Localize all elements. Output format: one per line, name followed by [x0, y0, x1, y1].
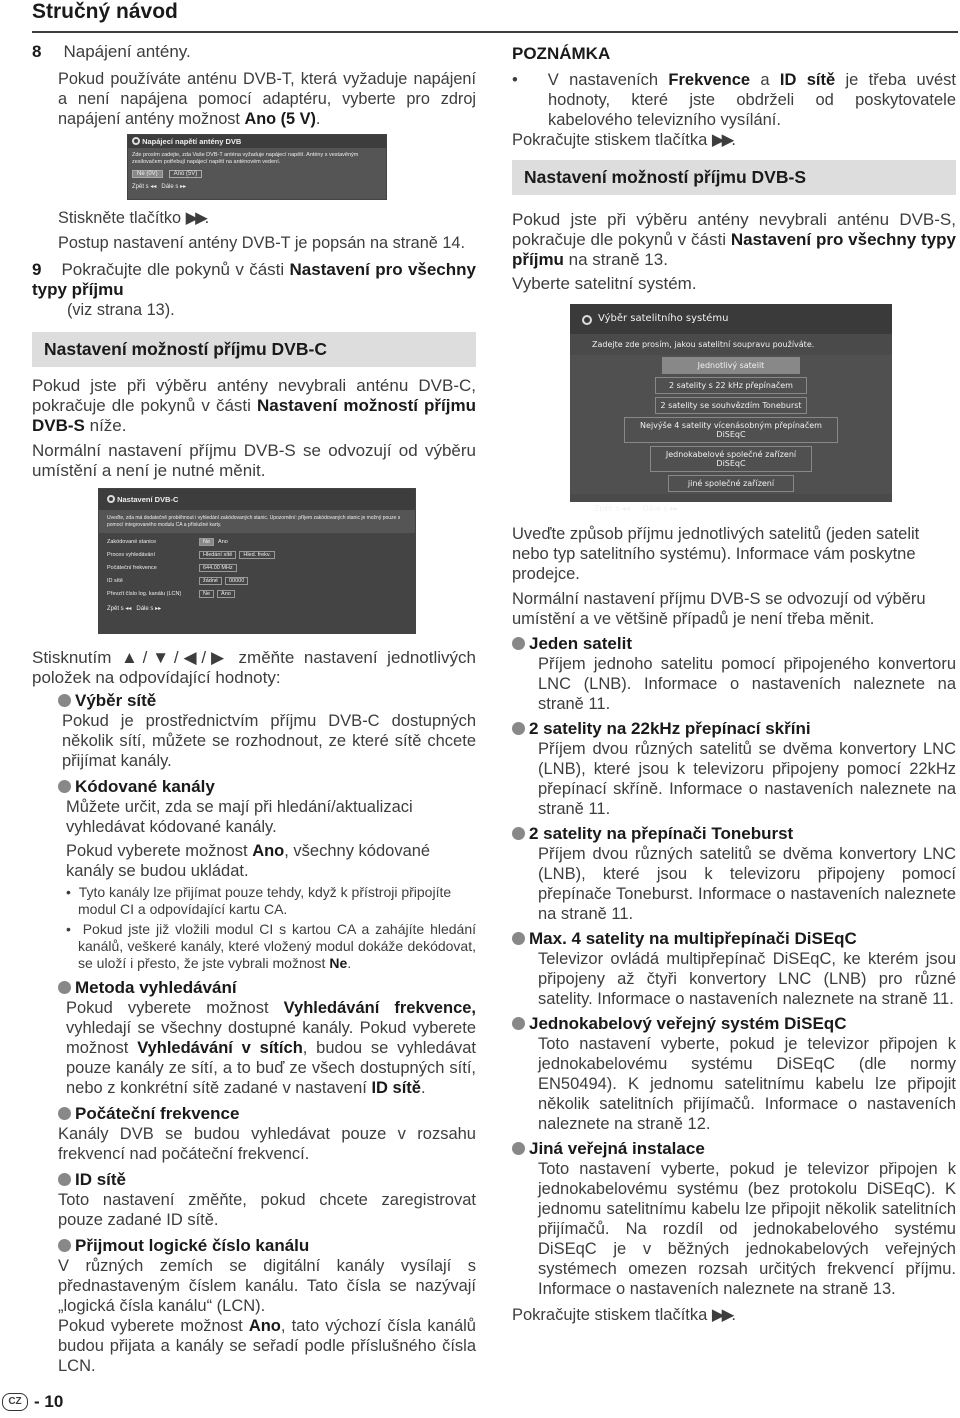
settings-row[interactable]: Převzít číslo log. kanálu (LCN) Ne Ano: [107, 587, 407, 600]
dvbs-items: Uveďte způsob příjmu jednotlivých satelitů (jeden satelit nebo typ satelitního systému). Informace vám poskytne prodejce. Normální nastavení příjmu DVB-S se odvozují od výběru umístění a ve většině případů je není třeba měnit. Jeden satelit Příjem jednoho satelitu pomocí připojeného konvertoru LNC (LNB). Informace o nastaveních naleznete na straně 11. 2 satelity na 22kHz přepínací skříni Příjem dvou různých satelitů se dvěma konvertory LNC (LNB), které jsou k televizoru připojeny pomocí 22kHz přepínací skříně. Informace o nastaveních naleznete na straně 11. 2 satelity na přepínači Toneburst Příjem dvou různých satelitů se dvěma konvertory LNC (LNB), které jsou k televizoru připojeny pomocí přepínače Toneburst. Informace o nastaveních naleznete na straně 11. Max. 4 satelity na multipřepínači DiSEqC Televizor ovládá multipřepínač DiSEqC, ke kterém jsou připojeny až čtyři konvertory LNC (LNB) pro různé satelity. Informace o nastaveních naleznete na straně 11. Jednokabelový veřejný systém DiSEqC Toto nastavení vyberte, pokud je televizor připojen k jednokabelovému systému DiSEqC (dle normy EN50494). K jednomu satelitnímu kabelu lze připojit několik satelitních přijímačů. Informace o nastaveních naleznete na straně 12. Jiná veřejná instalace Toto nastavení vyberte, pokud je televizor připojen k jednokabelovému systému (bez protokolu DiSEqC). K jednomu satelitnímu kabelu lze připojit několik satelitních přijímačů. Na rozdíl od jednokabelového systému DiSEqC je v běžných jednokabelových veřejných systémech omezen rozsah určitých frekvencí příjmu. Informace o nastaveních naleznete na straně 13. Pokračujte stiskem tlačítka ▶▶.: [512, 525, 956, 1324]
dvbt-ref: Postup nastavení antény DVB-T je popsán na straně 14.: [58, 234, 465, 252]
step-9: 9 Pokračujte dle pokynů v části Nastavení pro všechny typy příjmu (viz strana 13).: [32, 260, 476, 319]
item-net-sel: Výběr sítě Pokud je prostřednictvím příjmu DVB-C dostupných několik sítí, můžete se rozhodnout, ze které sítě chcete přijímat kanály.: [58, 691, 476, 771]
bullet-icon: [512, 932, 525, 945]
sat-item: Jiná veřejná instalace Toto nastavení vyberte, pokud je televizor připojen k jednokabelovému systému (bez protokolu DiSEqC). K jednomu satelitnímu kabelu lze připojit několik satelitních přijímačů. Na rozdíl od jednokabelového systému DiSEqC je v běžných jednokabelových veřejných systémech omezen rozsah určitých frekvencí příjmu. Informace o nastaveních naleznete na straně 13.: [512, 1139, 956, 1299]
back-button[interactable]: Zpět s ◂◂: [107, 606, 132, 612]
item-coded: Kódované kanály Můžete určit, zda se mají při hledání/aktualizaci vyhledávat kódované kanály. Pokud vyberete možnost Ano, všechny kódované kanály se budou ukládat. • Tyto kanály lze přijímat pouze tehdy, když k přístroji připojíte modul CI a odpovídající kartu CA. • Pokud jste již vložili modul CI s kartou CA a zahájíte hledání kanálů, veškeré kanály, které vložený modul dokáže dekódovat, se uloží i přesto, že jste vybrali možnost Ne.: [58, 777, 476, 972]
settings-row[interactable]: Proces vyhledávání Hledání sítě Hled. frekv.: [107, 548, 407, 561]
dvbc-screen: [98, 488, 416, 634]
step-8: [32, 42, 476, 129]
settings-row[interactable]: Zakódované stanice Ne Ano: [107, 538, 228, 545]
gear-icon: [107, 495, 115, 503]
bullet-icon: [58, 694, 71, 707]
settings-row[interactable]: Počáteční frekvence 644.00 MHz: [107, 561, 407, 574]
step-number: 8: [32, 42, 42, 61]
sat-item: Jeden satelit Příjem jednoho satelitu pomocí připojeného konvertoru LNC (LNB). Informace o nastaveních naleznete na straně 11.: [512, 634, 956, 714]
step-title: Napájení antény.: [63, 42, 191, 61]
sat-option[interactable]: 2 satelity se souhvězdím Toneburst: [655, 397, 807, 414]
fast-forward-icon: ▶▶: [711, 1306, 732, 1324]
dvbc-settings-rows: [99, 533, 415, 600]
sat-options: [570, 355, 892, 494]
dvbc-items: [32, 648, 476, 1376]
bullet-icon: [512, 1017, 525, 1030]
bullet-icon: [58, 1239, 71, 1252]
country-badge: CZ: [2, 1393, 28, 1411]
dvbc-normal: Normální nastavení příjmu DVB-S se odvozují od výběru umístění a není je nutné měnit.: [32, 441, 476, 480]
gear-icon: [132, 137, 140, 145]
how-text: Uveďte způsob příjmu jednotlivých satelitů (jeden satelit nebo typ satelitního systému). Informace vám poskytne prodejce.: [512, 525, 920, 583]
sat-item: 2 satelity na přepínači Toneburst Příjem dvou různých satelitů se dvěma konvertory LNC (LNB), které jsou k televizoru připojeny pomocí přepínače Toneburst. Informace o nastaveních naleznete na straně 11.: [512, 824, 956, 924]
page-number: - 10: [34, 1392, 64, 1411]
bullet-icon: [58, 780, 71, 793]
select-sat: Vyberte satelitní systém.: [512, 274, 697, 293]
fast-forward-icon: ▶▶: [185, 209, 205, 227]
header-rule: [32, 31, 958, 33]
sat-system-screen: [570, 304, 892, 513]
bullet-icon: [512, 827, 525, 840]
note-heading: POZNÁMKA: [512, 44, 611, 63]
item-start-freq: Počáteční frekvence Kanály DVB se budou vyhledávat pouze v rozsahu frekvencí nad počáteční frekvencí.: [58, 1104, 476, 1163]
screen-title: Napájecí napětí antény DVB: [142, 137, 242, 146]
arrows-intro: Stisknutím ▲/▼/◀/▶ změňte nastavení jednotlivých položek na odpovídající hodnoty:: [32, 648, 476, 687]
sat-item: 2 satelity na 22kHz přepínací skříni Příjem dvou různých satelitů se dvěma konvertory LNC (LNB), které jsou k televizoru připojeny pomocí 22kHz přepínací skříně. Informace o nastaveních naleznete na straně 11.: [512, 719, 956, 819]
screen-title: Výběr satelitního systému: [598, 313, 729, 324]
sat-item: Jednokabelový veřejný systém DiSEqC Toto nastavení vyberte, pokud je televizor připojen k jednokabelovému systému DiSEqC (dle normy EN50494). K jednomu satelitnímu kabelu lze připojit několik satelitních přijímačů. Informace o nastaveních naleznete na straně 12.: [512, 1014, 956, 1134]
dvbs-heading: Nastavení možností příjmu DVB-S: [512, 160, 956, 195]
sat-option[interactable]: jiné společné zařízení: [668, 475, 794, 492]
step-number: 9: [32, 260, 42, 279]
dvbs-intro: Pokud jste při výběru antény nevybrali anténu DVB-S, pokračuje dle pokynů v části Nastavení pro všechny typy příjmu na straně 13. Vyberte satelitní systém.: [512, 210, 956, 293]
item-net-id: ID sítě Toto nastavení změňte, pokud chcete zaregistrovat pouze zadané ID sítě.: [58, 1170, 476, 1229]
step-9-ref: (viz strana 13).: [67, 301, 175, 319]
settings-row[interactable]: ID sítě žádné 00000: [107, 574, 407, 587]
item-lcn: Přijmout logické číslo kanálu V různých zemích se digitální kanály vysílají s přednastaveným číslem kanálu. Tato čísla se nazývají „logická čísla kanálu“ (LCN). Pokud vyberete možnost Ano, tato výchozí čísla kanálů budou přijata a kanály se seřadí podle příslušného čísla LCN.: [58, 1236, 476, 1375]
back-button[interactable]: Zpět s ◂◂: [594, 504, 630, 513]
next-button[interactable]: Dále s ▸▸: [642, 504, 679, 513]
dvbc-intro: Pokud jste při výběru antény nevybrali anténu DVB-C, pokračuje dle pokynů v části Nastavení možností příjmu DVB-S níže. Normální nastavení příjmu DVB-S se odvozují od výběru umístění a není je nutné měnit.: [32, 376, 476, 480]
bullet-icon: [512, 1142, 525, 1155]
sat-option[interactable]: Jednotlivý satelit: [662, 357, 800, 374]
fast-forward-icon: ▶▶: [711, 131, 732, 149]
sat-option[interactable]: 2 satelity s 22 kHz přepínačem: [655, 377, 807, 394]
bullet-icon: [58, 1173, 71, 1186]
next-button[interactable]: Dále s ▸▸: [161, 184, 187, 190]
bullet-icon: [58, 981, 71, 994]
item-method: Metoda vyhledávání Pokud vyberete možnost Vyhledávání frekvence, vyhledají se všechny dostupné kanály. Pokud vyberete možnost Vyhledávání v sítích, budou se vyhledávat pouze kanály ze sítí, a to buď ze všech dostupných sítí, nebo z konkrétní sítě zadané v nastavení ID sítě.: [58, 978, 476, 1098]
note-box: POZNÁMKA • V nastaveních Frekvence a ID sítě je třeba uvést hodnoty, které jste obdrželi od poskytovatele kabelového televizního vysílání. Pokračujte stiskem tlačítka ▶▶.: [512, 44, 956, 149]
page-title: Stručný návod: [32, 0, 178, 23]
step-8-text: Pokud používáte anténu DVB-T, která vyžaduje napájení a není napájena pomocí adaptéru, vyberte pro zdroj napájení antény možnost Ano (5 V).: [58, 70, 476, 128]
press-ff: Stiskněte tlačítko ▶▶. Postup nastavení antény DVB-T je popsán na straně 14.: [58, 208, 476, 253]
gear-icon: [582, 315, 592, 325]
option-yes[interactable]: Ano (5V): [169, 170, 203, 178]
back-button[interactable]: Zpět s ◂◂: [132, 184, 157, 190]
sat-option[interactable]: Nejvýše 4 satelity vícenásobným přepínačem DiSEqC: [624, 417, 838, 443]
antenna-power-screen: [127, 134, 387, 200]
screen-intro: Uveďte, zda má dodatečně proběhnout i vyhledání zakódovaných stanic. Upozornění: příjem zakódovaných stanic je možný pouze s pomocí integrovaného modulu CA a příslušné karty.: [99, 510, 415, 533]
screen-title: Nastavení DVB-C: [117, 495, 179, 504]
next-button[interactable]: Dále s ▸▸: [136, 606, 162, 612]
option-no[interactable]: Ne (0V): [132, 170, 163, 178]
bullet-icon: [512, 637, 525, 650]
screen-prompt: Zadejte zde prosím, jakou satelitní soupravu používáte.: [592, 340, 815, 349]
bullet-icon: [512, 722, 525, 735]
sat-item: Max. 4 satelity na multipřepínači DiSEqC Televizor ovládá multipřepínač DiSEqC, ke kterém jsou připojeny až čtyři konvertory LNC (LNB) pro různé satelity. Informace o nastaveních naleznete na straně 11.: [512, 929, 956, 1009]
screen-body: Zde prosím zadejte, zda Vaše DVB-T anténa vyžaduje napájecí napětí. Antény s vestavěným zesilovačem potřebují napájecí napětí na anténovém vedení.: [132, 152, 359, 165]
dvbc-heading: Nastavení možností příjmu DVB-C: [32, 332, 476, 367]
page-footer: [2, 1392, 63, 1412]
bullet-icon: [58, 1107, 71, 1120]
sat-option[interactable]: Jednokabelové společné zařízení DiSEqC: [650, 446, 812, 472]
normal-text: Normální nastavení příjmu DVB-S se odvozují od výběru umístění a ve většině případů je není třeba měnit.: [512, 590, 926, 628]
